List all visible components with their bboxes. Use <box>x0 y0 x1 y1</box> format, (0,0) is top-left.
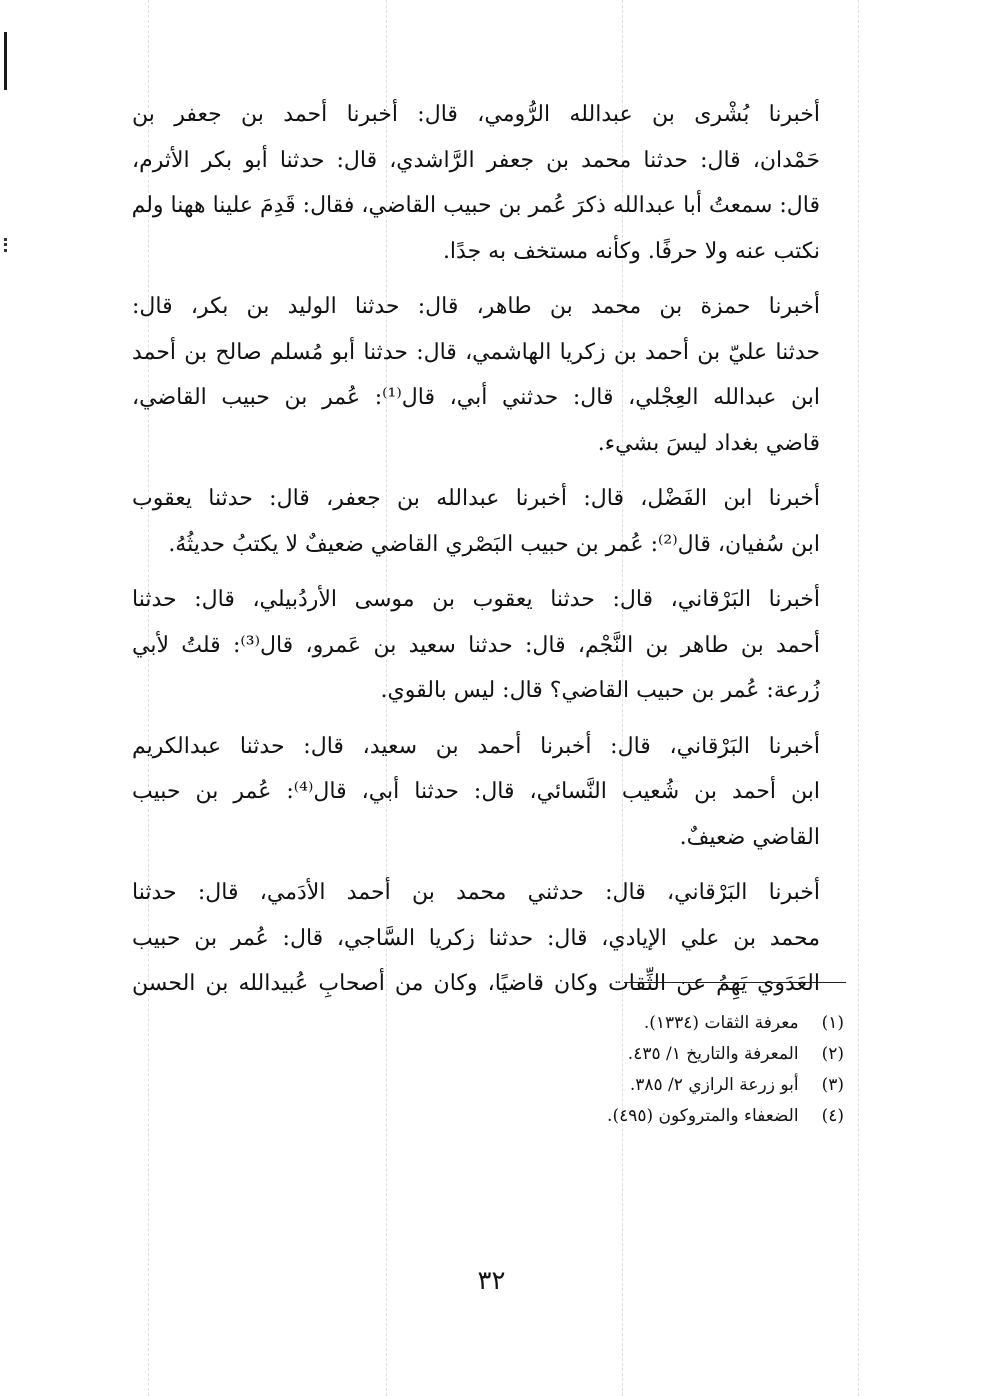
text-line: زُرعة: عُمر بن حبيب القاضي؟ قال: ليس بالقوي. <box>380 678 820 703</box>
text-line: أخبرنا بُشْرى بن عبدالله الرُّومي، قال: أخبرنا أحمد بن جعفر بن <box>132 102 820 127</box>
text-line: أخبرنا ابن الفَضْل، قال: أخبرنا عبدالله بن جعفر، قال: حدثنا يعقوب <box>132 486 820 511</box>
page-number: ٣٢ <box>477 1266 506 1296</box>
footnote-number: (٣) <box>821 1075 844 1095</box>
paragraph-5 <box>132 724 844 861</box>
footnote-number: (٢) <box>821 1044 844 1064</box>
footnote-number: (٤) <box>821 1106 844 1126</box>
text-line: أخبرنا البَرْقاني، قال: أخبرنا أحمد بن سعيد، قال: حدثنا عبدالكريم <box>132 733 820 759</box>
scan-edge-dots <box>4 238 10 252</box>
text-line: أحمد بن طاهر بن النَّجْم، قال: حدثنا سعيد بن عَمرو، قال⁽³⁾: قلتُ لأبي <box>132 632 820 658</box>
text-line: قال: سمعتُ أبا عبدالله ذكرَ عُمر بن حبيب القاضي، فقال: قَدِمَ علينا ههنا ولم <box>132 193 820 218</box>
footnote-separator <box>624 982 846 983</box>
paragraph-2 <box>132 284 844 466</box>
scan-edge-mark <box>4 32 7 90</box>
footnote-text: المعرفة والتاريخ ١/ ٤٣٥. <box>627 1044 799 1064</box>
body-text <box>132 92 844 1017</box>
footnote-text: معرفة الثقات (١٣٣٤). <box>643 1013 799 1033</box>
footnote-4 <box>420 1101 844 1132</box>
paragraph-6 <box>132 870 844 1007</box>
text-line: أخبرنا البَرْقاني، قال: حدثنا يعقوب بن موسى الأردُبيلي، قال: حدثنا <box>132 587 820 612</box>
text-line: القاضي ضعيفٌ. <box>679 824 820 850</box>
scan-artifact-line <box>858 0 859 1396</box>
footnote-1 <box>420 1008 844 1039</box>
text-line: محمد بن علي الإيادي، قال: حدثنا زكريا السَّاجي، قال: عُمر بن حبيب <box>132 925 820 951</box>
paragraph-3 <box>132 476 844 567</box>
text-line: أخبرنا البَرْقاني، قال: حدثني محمد بن أحمد الأدَمي، قال: حدثنا <box>132 880 820 905</box>
text-line: ابن أحمد بن شُعيب النَّسائي، قال: حدثنا أبي، قال⁽⁴⁾: عُمر بن حبيب <box>132 779 820 804</box>
text-line: نكتب عنه ولا حرفًا. وكأنه مستخف به جدًا. <box>442 238 820 264</box>
footnotes <box>420 1008 844 1132</box>
footnote-number: (١) <box>821 1013 844 1033</box>
text-line: أخبرنا حمزة بن محمد بن طاهر، قال: حدثنا الوليد بن بكر، قال: <box>132 294 820 319</box>
paragraph-1 <box>132 92 844 274</box>
text-line: ابن سُفيان، قال⁽²⁾: عُمر بن حبيب البَصْري القاضي ضعيفٌ لا يكتبُ حديثُهُ. <box>168 531 820 557</box>
text-line: حَمْدان، قال: حدثنا محمد بن جعفر الرَّاشدي، قال: حدثنا أبو بكر الأثرم، <box>132 147 820 173</box>
text-line: ابن عبدالله العِجْلي، قال: حدثني أبي، قال⁽¹⁾: عُمر بن حبيب القاضي، <box>132 385 820 410</box>
text-line: العَدَوي يَهِمُ عن الثِّقات وكان قاضيًا، وكان من أصحابِ عُبيدالله بن الحسن <box>132 971 820 996</box>
footnote-3 <box>420 1070 844 1101</box>
paragraph-4 <box>132 577 844 714</box>
footnote-text: أبو زرعة الرازي ٢/ ٣٨٥. <box>629 1075 799 1095</box>
footnote-text: الضعفاء والمتروكون (٤٩٥). <box>607 1106 799 1126</box>
text-line: حدثنا عليّ بن أحمد بن زكريا الهاشمي، قال: حدثنا أبو مُسلم صالح بن أحمد <box>132 339 820 365</box>
text-line: قاضي بغداد ليسَ بشيء. <box>597 430 820 456</box>
footnote-2 <box>420 1039 844 1070</box>
